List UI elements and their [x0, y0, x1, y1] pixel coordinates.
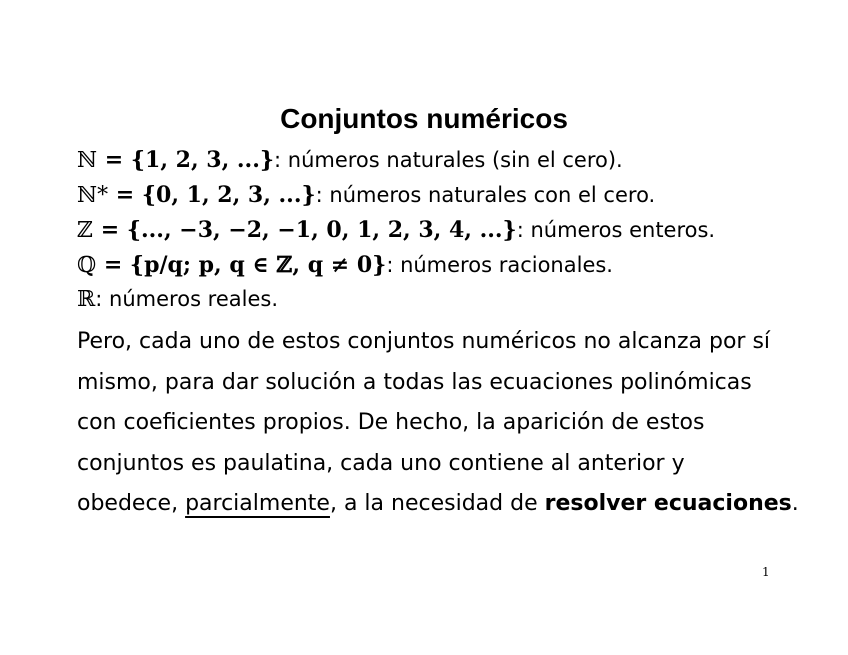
set-description: : números naturales con el cero.: [315, 183, 656, 207]
paragraph-line: con coeficientes propios. De hecho, la aparición de estos: [77, 410, 705, 435]
page-title: Conjuntos numéricos: [280, 103, 568, 134]
paragraph-line: Pero, cada uno de estos conjuntos numéricos no alcanza por sí: [77, 329, 771, 354]
set-symbol: ℚ: [77, 253, 97, 278]
definition-naturals-with-zero: [77, 179, 655, 211]
definition-naturals: [77, 144, 623, 176]
set-description: : números racionales.: [386, 253, 613, 277]
bold-phrase: resolver ecuaciones: [544, 491, 792, 516]
set-description: : números reales.: [95, 287, 279, 311]
set-description: : números enteros.: [516, 218, 716, 242]
set-expression: = {p/q; p, q ∈ ℤ, q ≠ 0}: [96, 252, 387, 278]
set-symbol: ℤ: [77, 218, 94, 243]
set-expression: = {0, 1, 2, 3, ...}: [108, 182, 316, 208]
set-symbol: ℕ*: [77, 183, 109, 208]
page-number: 1: [762, 565, 770, 579]
set-expression: = {..., −3, −2, −1, 0, 1, 2, 3, 4, ...}: [93, 217, 517, 243]
set-symbol: ℕ: [77, 148, 98, 173]
set-expression: = {1, 2, 3, ...}: [97, 147, 275, 173]
paragraph-line-last: [77, 484, 799, 525]
underlined-word: parcialmente: [185, 491, 330, 516]
definition-integers: [77, 214, 715, 246]
set-symbol: ℝ: [77, 287, 96, 312]
text-segment: .: [791, 491, 799, 516]
set-description: : números naturales (sin el cero).: [274, 148, 623, 172]
explanation-paragraph: [77, 322, 799, 525]
definition-rationals: [77, 249, 613, 281]
text-segment: obedece,: [77, 491, 186, 516]
text-segment: , a la necesidad de: [329, 491, 545, 516]
paragraph-line: mismo, para dar solución a todas las ecuaciones polinómicas: [77, 369, 752, 395]
paragraph-line: conjuntos es paulatina, cada uno contiene al anterior y: [77, 450, 685, 476]
definition-reals: [77, 283, 278, 315]
